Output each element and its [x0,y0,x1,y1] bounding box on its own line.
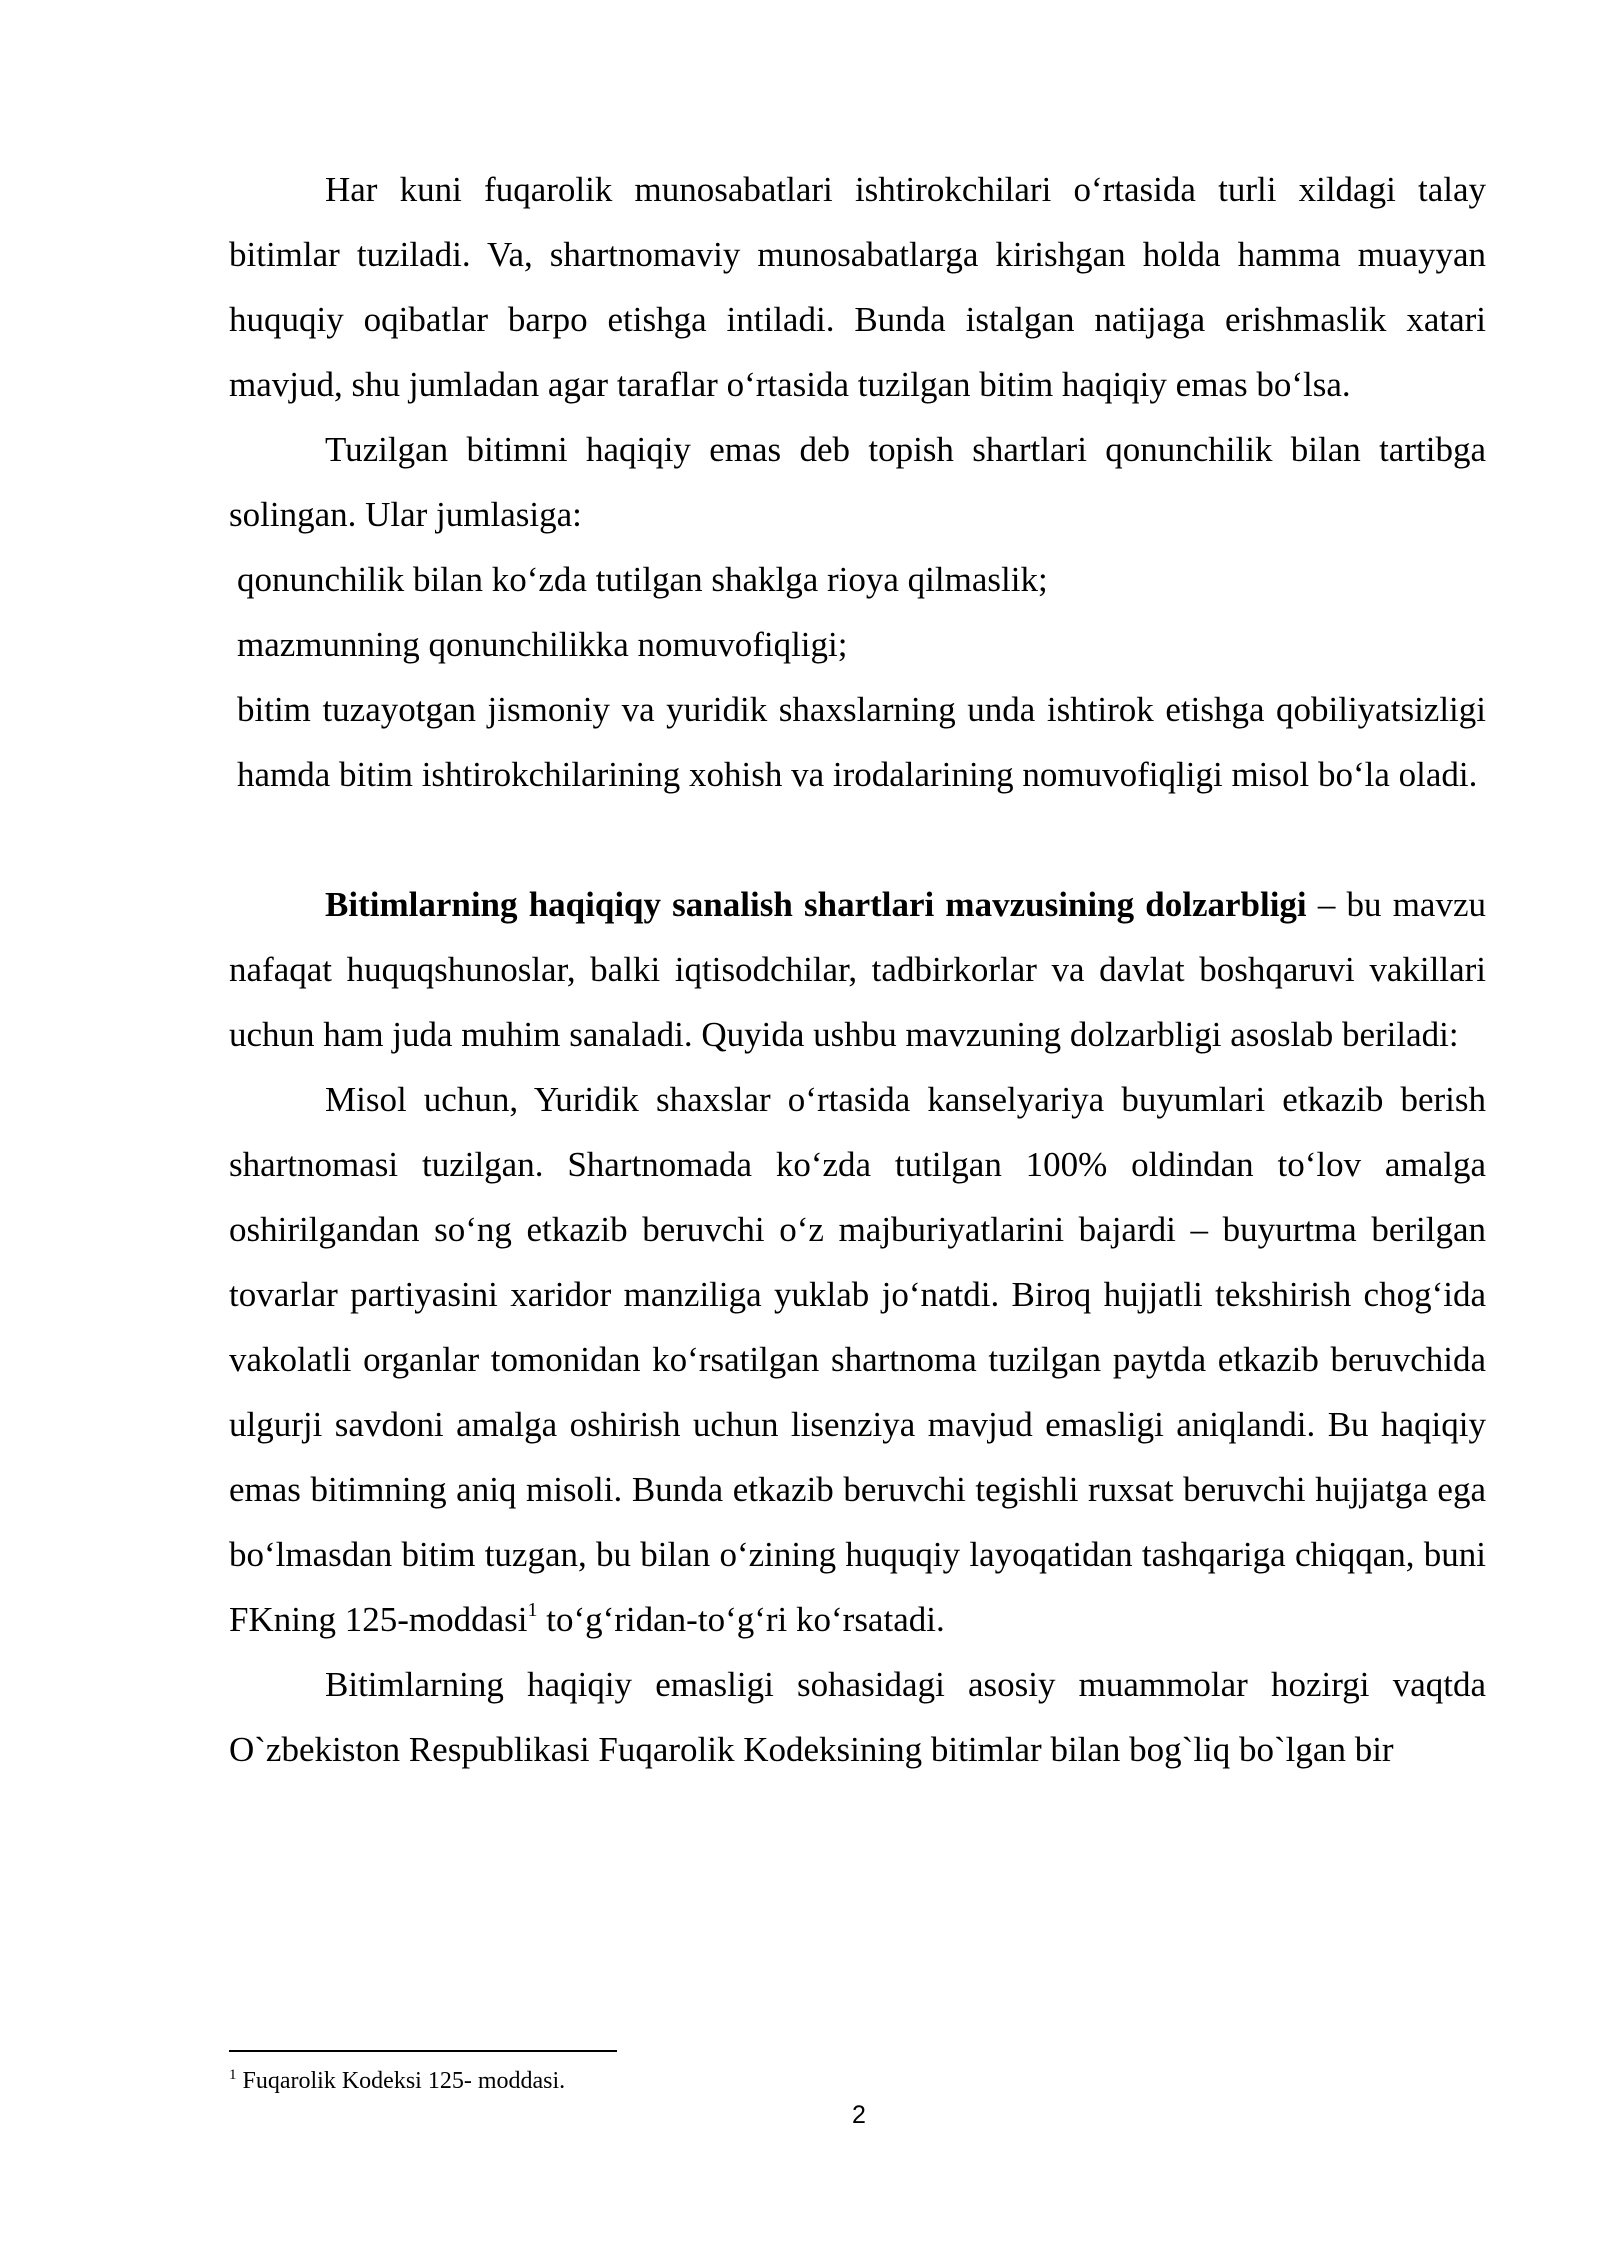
footnote-divider [229,2050,617,2052]
page-number: 2 [852,2101,866,2129]
paragraph-example [229,1067,1486,1652]
section-heading: Bitimlarning haqiqiqy sanalish shartlari mavzusining dolzarbligi [325,885,1307,924]
paragraph-conditions: Tuzilgan bitimni haqiqiy emas deb topish shartlari qonunchilik bilan tartibga solingan. Ular jumlasiga: [229,430,1486,534]
body-text [229,157,1486,1782]
paragraph-spacer [229,807,1486,872]
list-item: qonunchilik bilan ko‘zda tutilgan shaklga rioya qilmaslik; [237,560,1048,599]
paragraph-problems: Bitimlarning haqiqiy emasligi sohasidagi asosiy muammolar hozirgi vaqtda O`zbekiston Respublikasi Fuqarolik Kodeksining bitimlar bilan bog`liq bo`lgan bir [229,1665,1486,1769]
footnote-text: Fuqarolik Kodeksi 125- moddasi. [236,2068,566,2094]
list-item: mazmunning qonunchilikka nomuvofiqligi; [237,625,848,664]
list-item: bitim tuzayotgan jismoniy va yuridik shaxslarning unda ishtirok etishga qobiliyatsizligi hamda bitim ishtirokchilarining xohish va irodalarining nomuvofiqligi misol bo‘la oladi. [237,690,1486,794]
paragraph-example-tail: to‘g‘ridan-to‘g‘ri ko‘rsatadi. [537,1600,945,1639]
paragraph-relevance [229,872,1486,1067]
footnote-reference[interactable]: 1 [527,1599,538,1621]
paragraph-example-text: Misol uchun, Yuridik shaxslar o‘rtasida kanselyariya buyumlari etkazib berish shartnomasi tuzilgan. Shartnomada ko‘zda tutilgan 100% oldindan to‘lov amalga oshirilgandan so‘ng etkazib beruvchi o‘z majburiyatlarini bajardi – buyurtma berilgan tovarlar partiyasini xaridor manziliga yuklab jo‘natdi. Biroq hujjatli tekshirish chog‘ida vakolatli organlar tomonidan ko‘rsatilgan shartnoma tuzilgan paytda etkazib beruvchida ulgurji savdoni amalga oshirish uchun lisenziya mavjud emasligi aniqlandi. Bu haqiqiy emas bitimning aniq misoli. Bunda etkazib beruvchi tegishli ruxsat beruvchi hujjatga ega bo‘lmasdan bitim tuzgan, bu bilan o‘zining huquqiy layoqatidan tashqariga chiqqan, buni FKning 125-moddasi [229,1080,1486,1639]
paragraph-relevance-text: – bu mavzu nafaqat huquqshunoslar, balki iqtisodchilar, tadbirkorlar va davlat boshqaruvi vakillari uchun ham juda muhim sanaladi. Quyida ushbu mavzuning dolzarbligi asoslab beriladi: [229,885,1486,1054]
paragraph-intro: Har kuni fuqarolik munosabatlari ishtirokchilari o‘rtasida turli xildagi talay bitimlar tuziladi. Va, shartnomaviy munosabatlarga kirishgan holda hamma muayyan huquqiy oqibatlar barpo etishga intiladi. Bunda istalgan natijaga erishmaslik xatari mavjud, shu jumladan agar taraflar o‘rtasida tuzilgan bitim haqiqiy emas bo‘lsa. [229,170,1486,404]
footnote [229,2066,1329,2096]
footnote-marker: 1 [229,2067,237,2083]
